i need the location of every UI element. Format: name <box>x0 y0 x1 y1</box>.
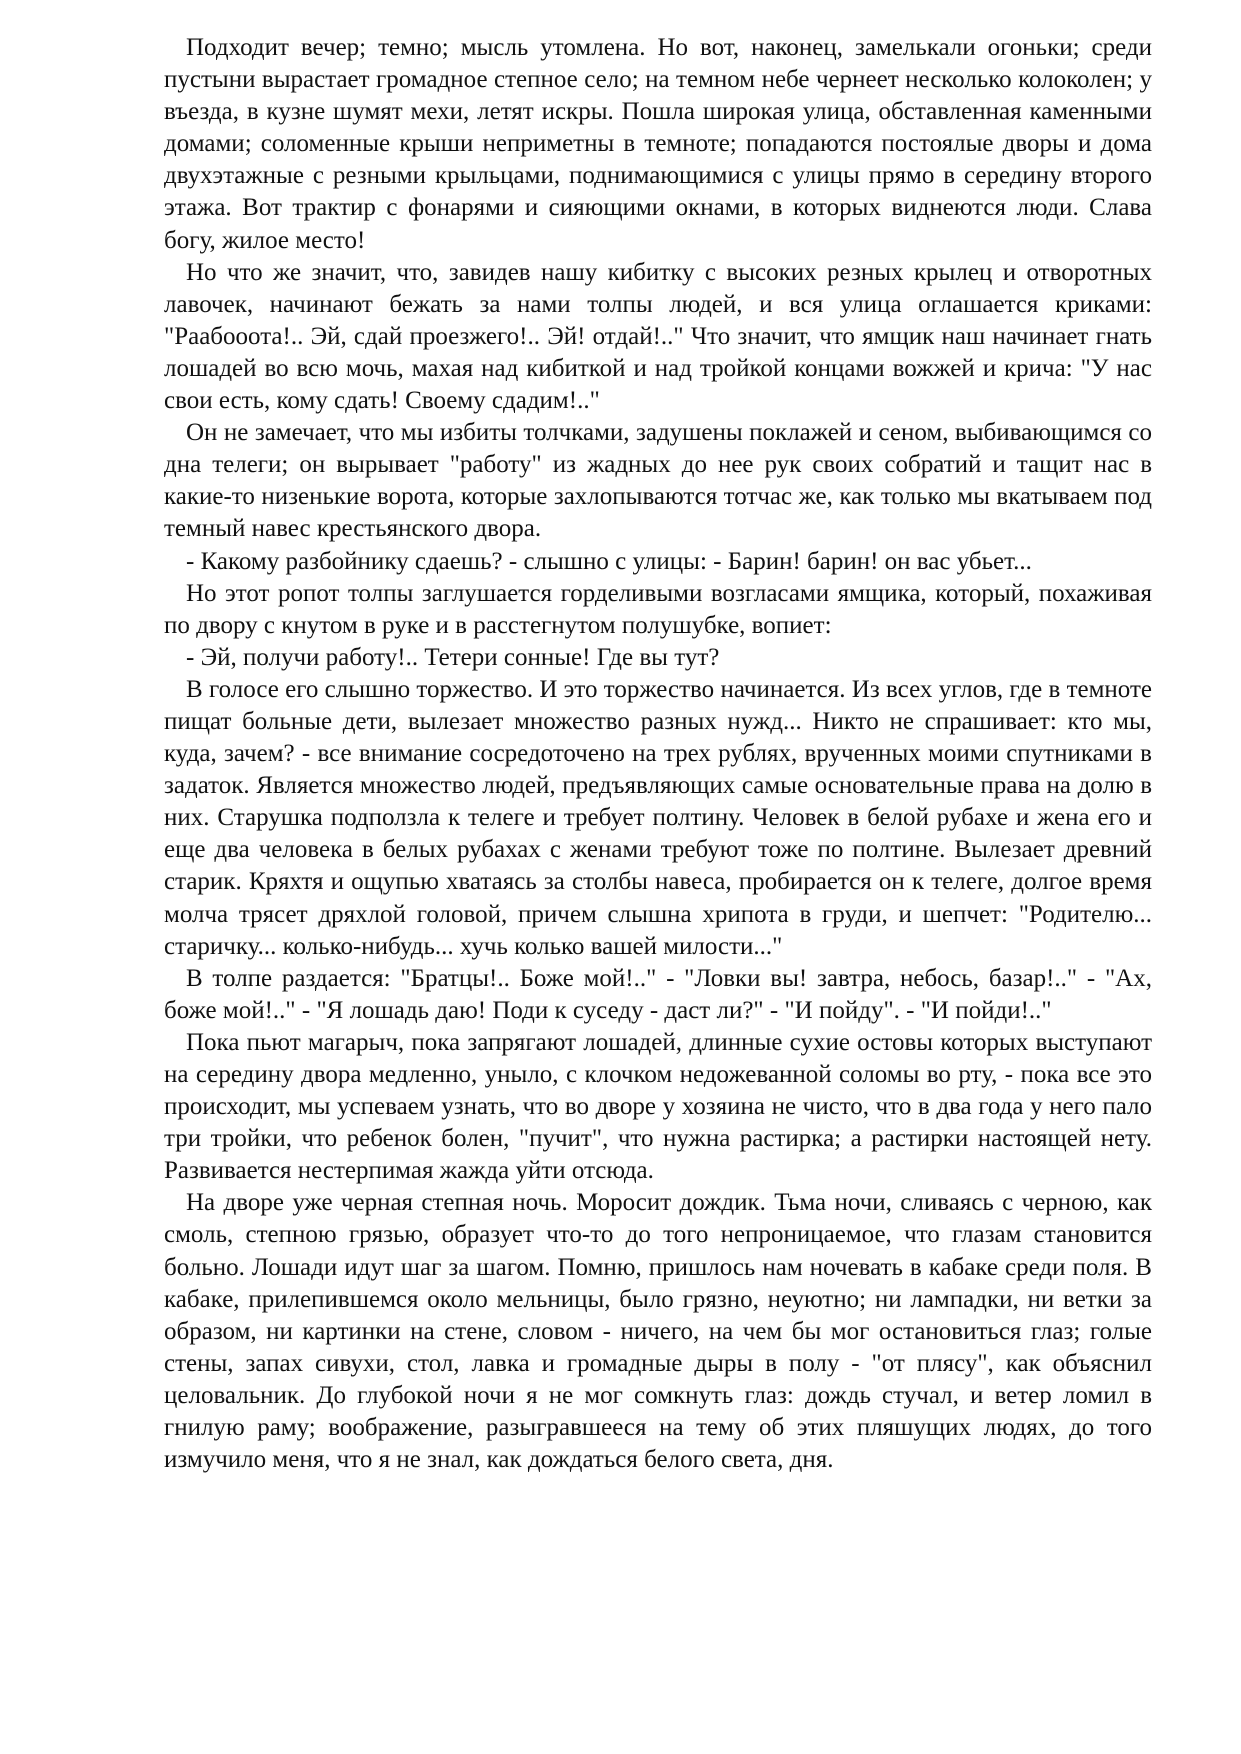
paragraph-9: Пока пьют магарыч, пока запрягают лошадей, длинные сухие остовы которых выступают на середину двора медленно, уныло, с клочком недожеванной соломы во рту, - пока все это происходит, мы успеваем узнать, что во дворе у хозяина не чисто, что в два года у него пало три тройки, что ребенок болен, "пучит", что нужна растирка; а растирки настоящей нету. Развивается нестерпимая жажда уйти отсюда. <box>164 1028 1152 1185</box>
paragraph-10: На дворе уже черная степная ночь. Моросит дождик. Тьма ночи, сливаясь с черною, как смоль, степною грязью, образует что-то до того непроницаемое, что глазам становится больно. Лошади идут шаг за шагом. Помню, пришлось нам ночевать в кабаке среди поля. В кабаке, прилепившемся около мельницы, было грязно, неуютно; ни лампадки, ни ветки за образом, ни картинки на стене, словом - ничего, на чем бы мог остановиться глаз; голые стены, запах сивухи, стол, лавка и громадные дыры в полу - "от плясу", как объяснил целовальник. До глубокой ночи я не мог сомкнуть глаз: дождь стучал, и ветер ломил в гнилую раму; воображение, разыгравшееся на тему об этих пляшущих людях, до того измучило меня, что я не знал, как дождаться белого света, дня. <box>164 1189 1152 1474</box>
paragraph-3: Он не замечает, что мы избиты толчками, задушены поклажей и сеном, выбивающимся со дна телеги; он вырывает "работу" из жадных до нее рук своих собратий и тащит нас в какие-то низенькие ворота, которые захлопываются тотчас же, как только мы вкатываем под темный навес крестьянского двора. <box>164 419 1152 543</box>
paragraph-8: В толпе раздается: "Братцы!.. Боже мой!.." - "Ловки вы! завтра, небось, базар!.." - "Ах, боже мой!.." - "Я лошадь даю! Поди к суседу - даст ли?" - "И пойду". - "И пойди!.." <box>164 964 1152 1024</box>
paragraph-2: Но что же значит, что, завидев нашу кибитку с высоких резных крылец и отворотных лавочек, начинают бежать за нами толпы людей, и вся улица оглашается криками: "Раабооота!.. Эй, сдай проезжего!.. Эй! отдай!.." Что значит, что ямщик наш начинает гнать лошадей во всю мочь, махая над кибиткой и над тройкой концами вожжей и крича: "У нас свои есть, кому сдать! Своему сдадим!.." <box>164 258 1152 415</box>
paragraph-5: Но этот ропот толпы заглушается горделивыми возгласами ямщика, который, похаживая по двору с кнутом в руке и в расстегнутом полушубке, вопиет: <box>164 579 1152 639</box>
paragraph-4: - Какому разбойнику сдаешь? - слышно с улицы: - Барин! барин! он вас убьет... <box>186 547 1032 575</box>
document-page <box>164 32 1152 1476</box>
paragraph-1: Подходит вечер; темно; мысль утомлена. Но вот, наконец, замелькали огоньки; среди пустыни вырастает громадное степное село; на темном небе чернеет несколько колоколен; у въезда, в кузне шумят мехи, летят искры. Пошла широкая улица, обставленная каменными домами; соломенные крыши неприметны в темноте; попадаются постоялые дворы и дома двухэтажные с резными крыльцами, поднимающимися с улицы прямо в середину второго этажа. Вот трактир с фонарями и сияющими окнами, в которых виднеются люди. Слава богу, жилое место! <box>164 34 1152 254</box>
paragraph-6: - Эй, получи работу!.. Тетери сонные! Где вы тут? <box>186 643 720 671</box>
paragraph-7: В голосе его слышно торжество. И это торжество начинается. Из всех углов, где в темноте пищат больные дети, вылезает множество разных нужд... Никто не спрашивает: кто мы, куда, зачем? - все внимание сосредоточено на трех рублях, врученных моими спутниками в задаток. Является множество людей, предъявляющих самые основательные права на долю в них. Старушка подползла к телеге и требует полтину. Человек в белой рубахе и жена его и еще два человека в белых рубахах с женами требуют тоже по полтине. Вылезает древний старик. Кряхтя и ощупью хватаясь за столбы навеса, пробирается он к телеге, долгое время молча трясет дряхлой головой, причем слышна хрипота в груди, и шепчет: "Родителю... старичку... колько-нибудь... хучь колько вашей милости..." <box>164 675 1152 960</box>
